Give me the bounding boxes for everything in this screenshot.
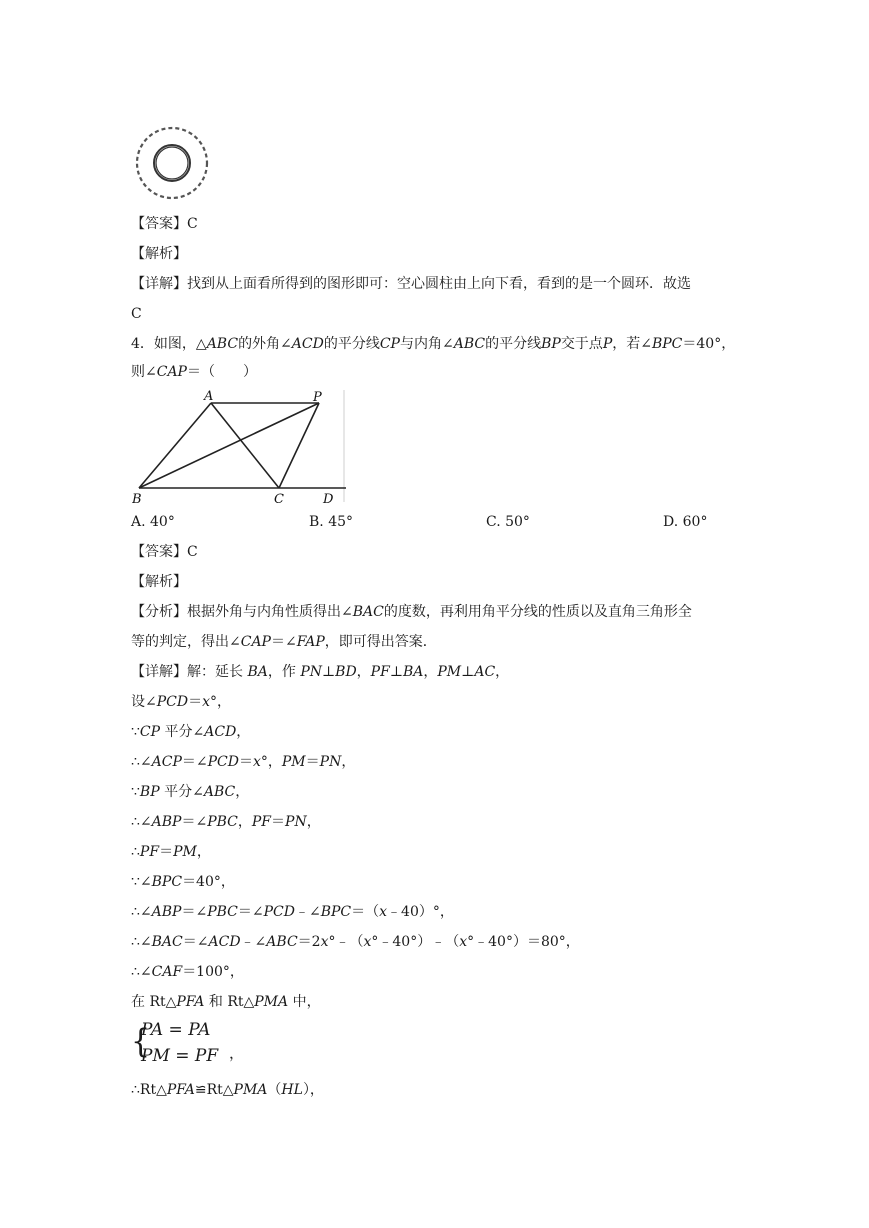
option-a: A. 40°: [131, 514, 175, 530]
label-B: B: [132, 492, 142, 506]
analysis-line-2: 等的判定，得出∠CAP＝∠FAP，即可得出答案．: [131, 634, 437, 650]
analysis-heading-1: 【解析】: [131, 246, 187, 262]
answer-line-1: 【答案】C: [131, 216, 198, 232]
detail-step-4: ∴∠ACP＝∠PCD＝x°，PM＝PN，: [131, 754, 356, 770]
detail-step-10: ∴∠BAC＝∠ACD﹣∠ABC＝2x°﹣（x°﹣40°）﹣（x°﹣40°）＝80°，: [131, 934, 580, 950]
question-4-line-1: 4．如图，△ABC的外角∠ACD的平分线CP与内角∠ABC的平分线BP交于点P，若∠BPC＝40°，: [131, 336, 736, 352]
detail-step-5: ∵BP 平分∠ABC，: [131, 784, 250, 800]
detail-line-1a: 【详解】找到从上面看所得到的图形即可：空心圆柱由上向下看，看到的是一个圆环．故选: [131, 276, 691, 292]
detail-step-9: ∴∠ABP＝∠PBC＝∠PCD﹣∠BPC＝（x﹣40）°，: [131, 904, 454, 920]
detail-step-6: ∴∠ABP＝∠PBC，PF＝PN，: [131, 814, 321, 830]
equation-system: [131, 1016, 271, 1072]
option-d: D. 60°: [663, 514, 708, 530]
analysis-heading-2: 【解析】: [131, 574, 187, 590]
detail-line-1b: C: [131, 306, 142, 322]
label-A: A: [204, 390, 214, 404]
concentric-circles-figure: [132, 126, 212, 200]
detail-step-13: ∴Rt△PFA≌Rt△PMA（HL），: [131, 1082, 324, 1098]
equation-2: PM = PF: [141, 1046, 219, 1066]
equation-1: PA = PA: [141, 1020, 211, 1040]
option-c: C. 50°: [486, 514, 530, 530]
detail-step-7: ∴PF＝PM，: [131, 844, 211, 860]
system-comma: ，: [229, 1044, 245, 1062]
label-D: D: [323, 492, 334, 506]
option-b: B. 45°: [309, 514, 354, 530]
detail-step-8: ∵∠BPC＝40°，: [131, 874, 235, 890]
answer-line-2: 【答案】C: [131, 544, 198, 560]
detail-step-3: ∵CP 平分∠ACD，: [131, 724, 251, 740]
question-4-line-2: 则∠CAP＝（ ）: [131, 364, 257, 380]
detail-step-2: 设∠PCD＝x°，: [131, 694, 231, 710]
detail-step-11: ∴∠CAF＝100°，: [131, 964, 244, 980]
label-C: C: [274, 492, 284, 506]
label-P: P: [313, 390, 322, 405]
analysis-line-1: 【分析】根据外角与内角性质得出∠BAC的度数，再利用角平分线的性质以及直角三角形全: [131, 604, 692, 620]
system-brace: {: [131, 1022, 151, 1061]
triangle-figure: [132, 390, 348, 506]
detail-step-1: 【详解】解：延长 BA，作 PN⊥BD，PF⊥BA，PM⊥AC，: [131, 664, 510, 680]
detail-step-12: 在 Rt△PFA 和 Rt△PMA 中，: [131, 994, 321, 1010]
